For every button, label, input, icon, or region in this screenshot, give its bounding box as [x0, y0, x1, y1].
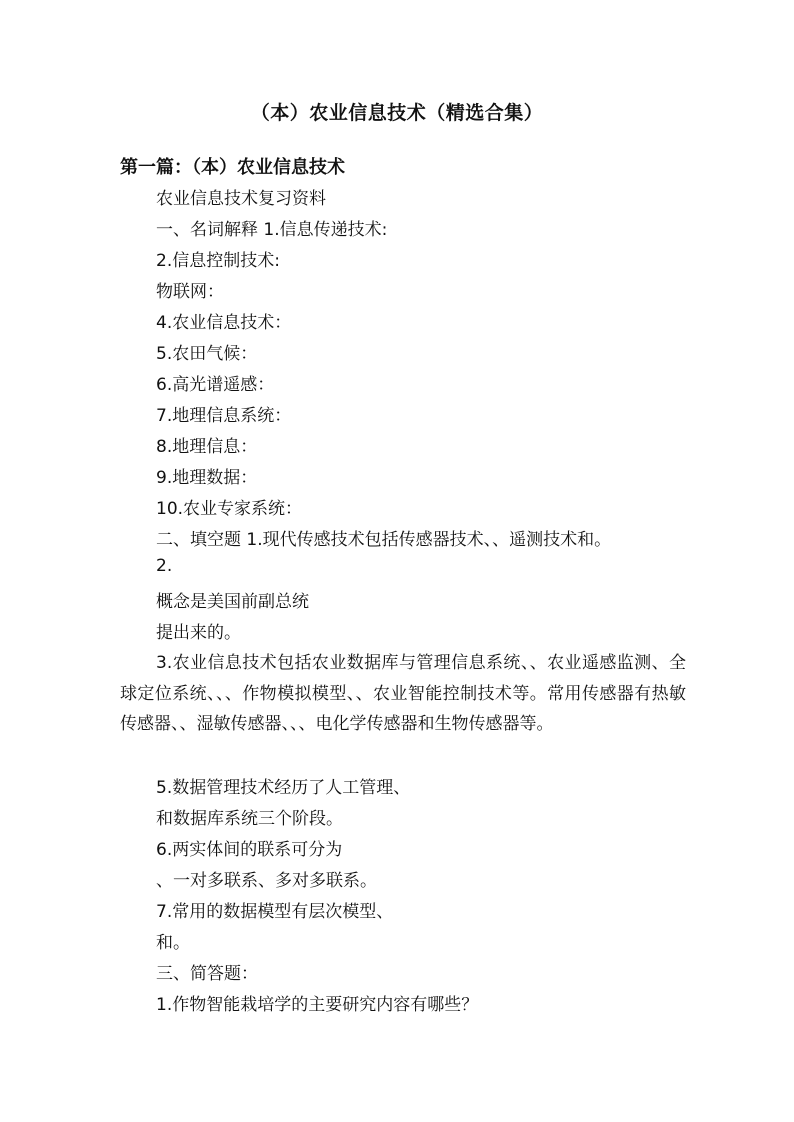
text-line: 、一对多联系、多对多联系。	[156, 871, 377, 891]
text-line: 7.地理信息系统：	[156, 406, 292, 426]
text-line: 和。	[156, 933, 190, 953]
text-line: 概念是美国前副总统	[156, 592, 309, 612]
text-line: 10.农业专家系统：	[156, 499, 303, 519]
text-line: 9.地理数据：	[156, 468, 258, 488]
text-line: 三、简答题：	[156, 964, 258, 984]
text-line: 和数据库系统三个阶段。	[156, 809, 343, 829]
text-line: 4.农业信息技术：	[156, 313, 292, 333]
text-line: 物联网：	[156, 282, 224, 302]
text-line: 一、名词解释 1.信息传递技术:	[156, 220, 388, 240]
text-line: 提出来的。	[156, 623, 241, 643]
text-line: 7.常用的数据模型有层次模型、	[156, 902, 394, 922]
text-line: 二、填空题 1.现代传感技术包括传感器技术、、遥测技术和。	[156, 530, 612, 550]
document-title: （本）农业信息技术（精选合集）	[250, 102, 544, 124]
paragraph-3: 3.农业信息技术包括农业数据库与管理信息系统、、农业遥感监测、全球定位系统、、、作物模拟模型、、农业智能控制技术等。常用传感器有热敏传感器、、湿敏传感器、、、电化学传感器和生物传感器等。	[120, 653, 686, 734]
text-line: 5.农田气候：	[156, 344, 258, 364]
text-line: 6.高光谱遥感：	[156, 375, 275, 395]
text-line: 农业信息技术复习资料	[156, 189, 326, 209]
text-line: 5.数据管理技术经历了人工管理、	[156, 778, 411, 798]
text-line: 6.两实体间的联系可分为	[156, 840, 343, 860]
text-line: 2.	[156, 556, 173, 576]
text-line: 1.作物智能栽培学的主要研究内容有哪些？	[156, 995, 479, 1015]
text-line: 8.地理信息：	[156, 437, 258, 457]
text-line: 2.信息控制技术:	[156, 251, 280, 271]
section-heading: 第一篇：（本）农业信息技术	[120, 157, 345, 178]
